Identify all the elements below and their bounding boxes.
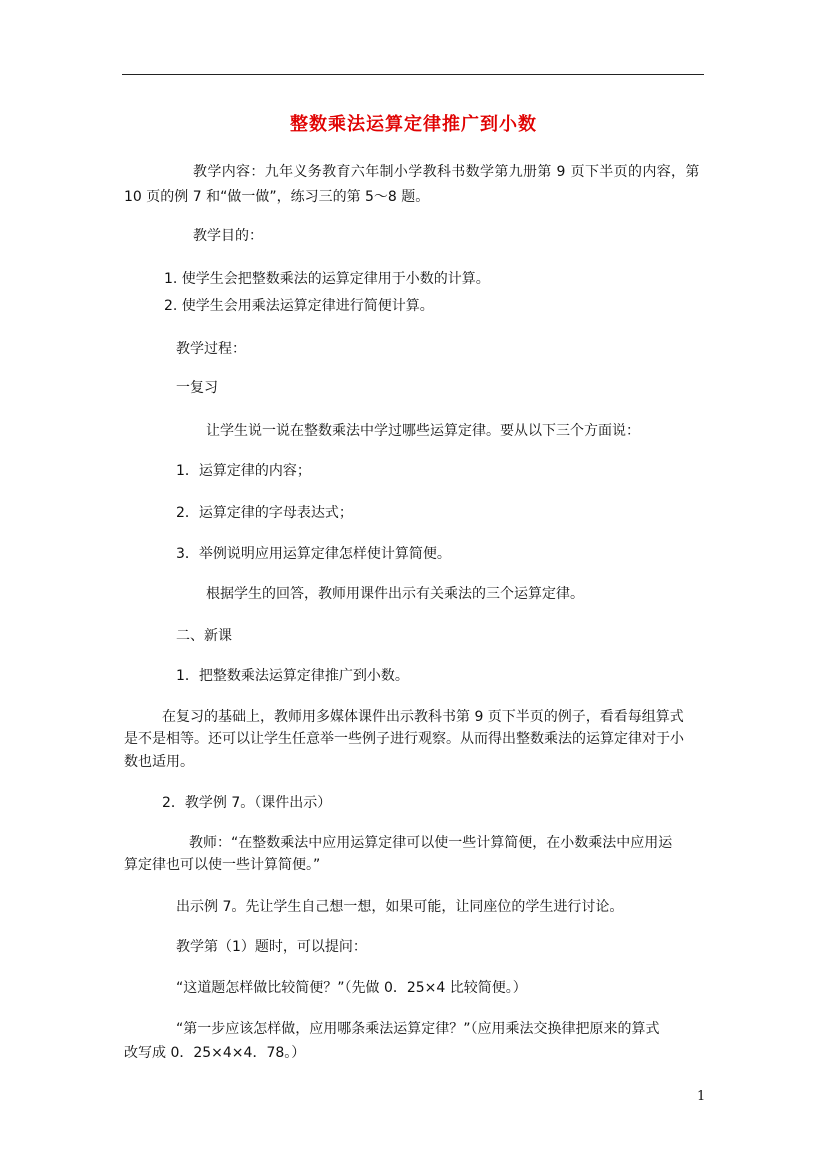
section-heading: 一复习 — [176, 380, 218, 396]
text-line: 改写成 0．25×4×4．78。） — [124, 1045, 306, 1061]
text-line: “这道题怎样做比较简便？”（先做 0．25×4 比较简便。） — [176, 980, 527, 996]
list-item: 1．运算定律的内容； — [176, 463, 311, 479]
list-item: 3．举例说明应用运算定律怎样使计算简便。 — [176, 546, 451, 562]
page-number: 1 — [697, 1089, 706, 1104]
text-line: 数也适用。 — [124, 754, 194, 770]
text-line: “第一步应该怎样做，应用哪条乘法运算定律？”（应用乘法交换律把原来的算式 — [176, 1021, 660, 1037]
header-rule — [122, 74, 704, 75]
list-item: 2．运算定律的字母表达式； — [176, 505, 353, 521]
text-line: 算定律也可以使一些计算简便。” — [124, 857, 321, 873]
text-line: 10 页的例 7 和“做一做”，练习三的第 5～8 题。 — [124, 189, 430, 205]
list-item: 2. 使学生会用乘法运算定律进行简便计算。 — [164, 298, 434, 314]
text-line: 在复习的基础上，教师用多媒体课件出示教科书第 9 页下半页的例子，看看每组算式 — [162, 709, 684, 725]
text-line: 让学生说一说在整数乘法中学过哪些运算定律。要从以下三个方面说： — [206, 423, 640, 439]
text-line: 是不是相等。还可以让学生任意举一些例子进行观察。从而得出整数乘法的运算定律对于小 — [124, 731, 684, 747]
section-heading: 教学过程： — [176, 341, 246, 357]
text-line: 出示例 7。先让学生自己想一想，如果可能，让同座位的学生进行讨论。 — [176, 899, 624, 915]
text-line: 教学第（1）题时，可以提问： — [176, 939, 367, 955]
list-item: 1．把整数乘法运算定律推广到小数。 — [176, 668, 409, 684]
list-item: 1. 使学生会把整数乘法的运算定律用于小数的计算。 — [164, 271, 490, 287]
list-item: 2．教学例 7。（课件出示） — [162, 795, 332, 811]
text-line: 根据学生的回答，教师用课件出示有关乘法的三个运算定律。 — [206, 586, 584, 602]
text-line: 教师：“在整数乘法中应用运算定律可以使一些计算简便，在小数乘法中应用运 — [189, 835, 673, 851]
section-heading: 教学目的： — [193, 228, 263, 244]
section-heading: 二、新课 — [176, 628, 232, 644]
text-line: 教学内容：九年义务教育六年制小学教科书数学第九册第 9 页下半页的内容，第 — [193, 164, 700, 180]
document-title: 整数乘法运算定律推广到小数 — [290, 114, 537, 135]
